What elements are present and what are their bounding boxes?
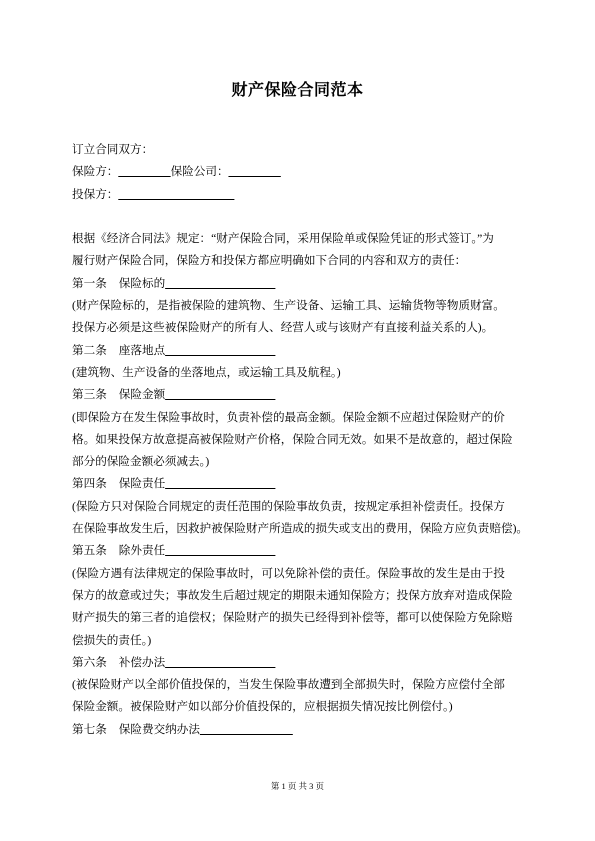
company-blank: _________ (228, 165, 281, 179)
article-name: 补偿办法 (118, 655, 166, 669)
article-number: 第七条 (72, 722, 107, 736)
article-name: 座落地点 (118, 343, 166, 357)
document-title: 财产保险合同范本 (231, 82, 364, 99)
policyholder-line (72, 184, 530, 206)
article-heading (72, 540, 530, 562)
article-number: 第六条 (72, 655, 107, 669)
article-heading (72, 340, 530, 362)
article-number: 第一条 (72, 276, 107, 290)
article-note: (即保险方在发生保险事故时，负责补偿的最高金额。保险金额不应超过保险财产的价 (72, 410, 505, 424)
article-name: 保险金额 (118, 388, 166, 402)
insurer-label: 保险方： (72, 165, 119, 179)
article-note: (建筑物、生产设备的坐落地点，或运输工具及航程。) (72, 365, 341, 379)
article-heading (72, 473, 530, 495)
article-note: 格。如果投保方故意提高被保险财产价格，保险合同无效。如果不是故意的，超过保险 (72, 432, 513, 446)
document-body (72, 139, 530, 741)
page-footer: 第 1 页 共 3 页 (270, 781, 325, 791)
article-blank: ________________ (199, 722, 293, 736)
article-note: 财产损失的第三者的追偿权；保险财产的损失已经得到补偿等，都可以使保险方免除赔 (72, 611, 513, 625)
article-note: 保险金额。被保险财产如以部分价值投保的，应根据损失情况按比例偿付。) (72, 700, 453, 714)
article-blank: ___________________ (165, 388, 276, 402)
article-number: 第三条 (72, 388, 107, 402)
article-name: 保险责任 (118, 477, 166, 491)
article-blank: ___________________ (165, 477, 276, 491)
company-label: 保险公司： (170, 165, 229, 179)
article-note: (财产保险标的，是指被保险的建筑物、生产设备、运输工具、运输货物等物质财富。 (72, 299, 505, 313)
article-note: 投保方必须是这些被保险财产的所有人、经营人或与该财产有直接利益关系的人)。 (72, 321, 494, 335)
article-heading (72, 652, 530, 674)
intro-line: 根据《经济合同法》规定：“财产保险合同，采用保险单或保险凭证的形式签订。”为 (72, 232, 494, 246)
policyholder-label: 投保方： (72, 187, 119, 201)
spacer (72, 206, 530, 228)
parties-heading: 订立合同双方： (72, 143, 154, 156)
article-heading (72, 273, 530, 295)
article-number: 第五条 (72, 544, 107, 558)
insurer-blank: _________ (118, 165, 171, 179)
article-blank: ___________________ (165, 544, 276, 558)
article-blank: ___________________ (165, 276, 276, 290)
article-blank: ___________________ (165, 343, 276, 357)
article-number: 第四条 (72, 477, 107, 491)
article-number: 第二条 (72, 343, 107, 357)
article-blank: ___________________ (165, 655, 276, 669)
policyholder-blank: ____________________ (118, 187, 235, 201)
article-name: 保险费交纳办法 (118, 722, 200, 736)
article-note: (保险方遇有法律规定的保险事故时，可以免除补偿的责任。保险事故的发生是由于投 (72, 566, 505, 580)
article-heading (72, 384, 530, 406)
intro-line: 履行财产保险合同，保险方和投保方都应明确如下合同的内容和双方的责任： (72, 254, 467, 268)
article-note: (保险方只对保险合同规定的责任范围的保险事故负责，按规定承担补偿责任。投保方 (72, 499, 505, 513)
article-note: (被保险财产以全部价值投保的，当发生保险事故遭到全部损失时，保险方应偿付全部 (72, 678, 505, 692)
article-note: 部分的保险金额必须减去。) (72, 455, 210, 469)
article-heading (72, 719, 530, 741)
insurer-line (72, 161, 530, 183)
article-name: 保险标的 (118, 276, 166, 290)
article-name: 除外责任 (118, 544, 166, 558)
article-note: 保方的故意或过失；事故发生后超过规定的期限未通知保险方；投保方放弃对造成保险 (72, 588, 513, 602)
article-note: 偿损失的责任。) (72, 633, 152, 647)
article-note: 在保险事故发生后，因救护被保险财产所造成的损失或支出的费用，保险方应负责赔偿)。 (72, 522, 529, 536)
